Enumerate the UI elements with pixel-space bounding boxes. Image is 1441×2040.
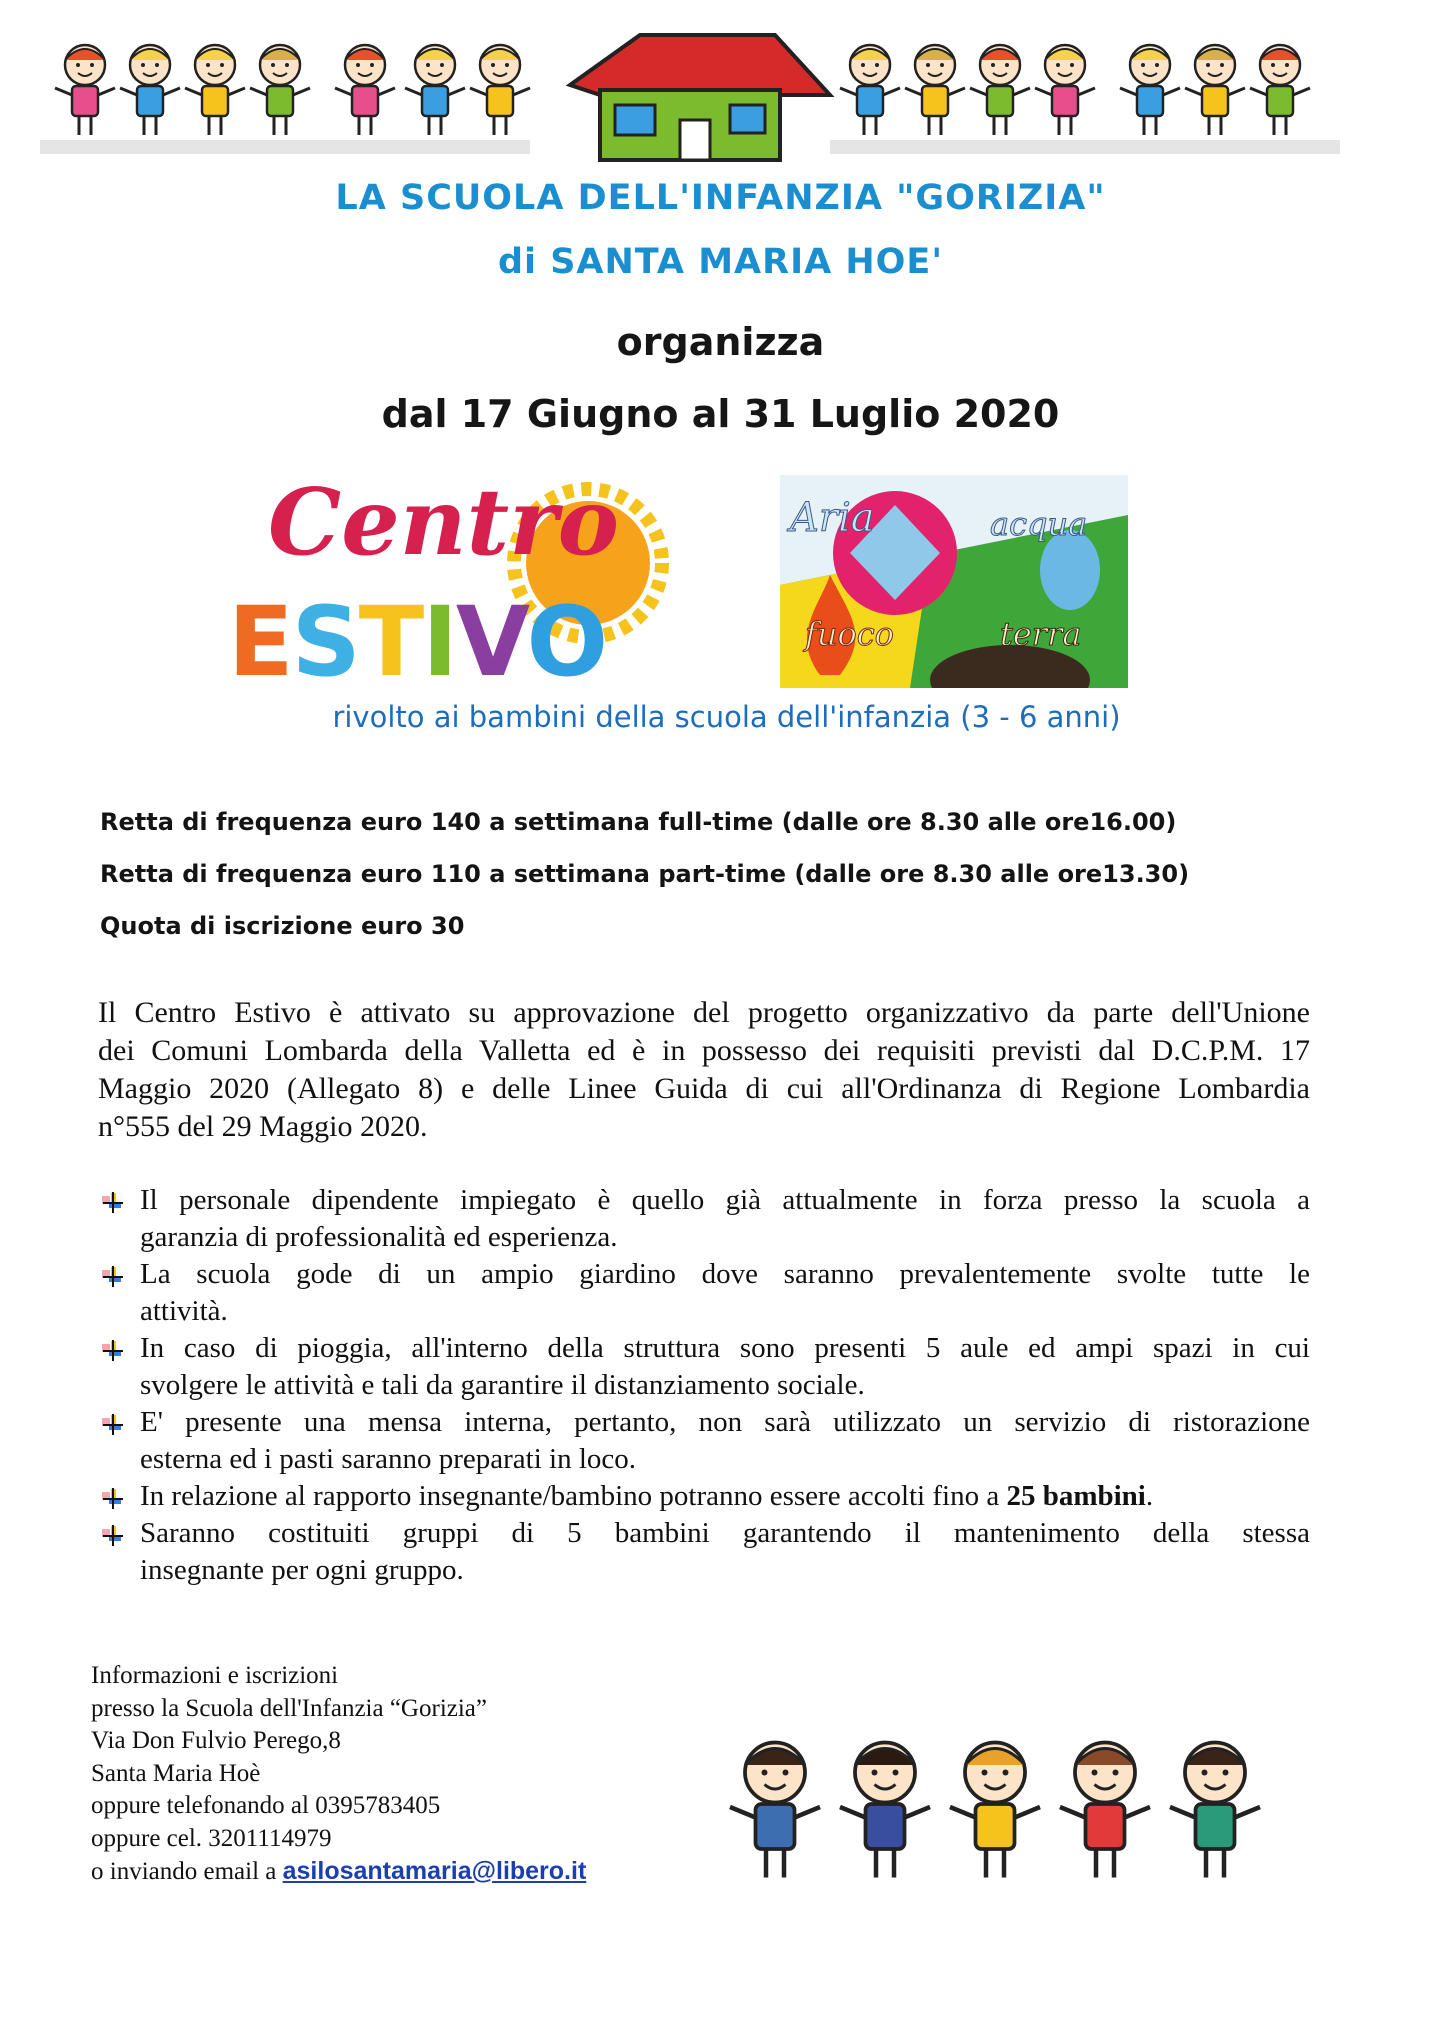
child-figure bbox=[1120, 45, 1180, 135]
child-figure bbox=[470, 45, 530, 135]
child-figure bbox=[1060, 1743, 1150, 1878]
contact-town: Santa Maria Hoè bbox=[91, 1759, 261, 1787]
child-figure bbox=[185, 45, 245, 135]
fee-fulltime: Retta di frequenza euro 140 a settimana full-time (dalle ore 8.30 alle ore16.00) bbox=[100, 808, 1177, 836]
estivo-text bbox=[228, 586, 606, 698]
list-item-line: La scuola gode di un ampio giardino dove saranno prevalentemente svolte tutte le bbox=[140, 1258, 1310, 1290]
bullet-icon bbox=[100, 1523, 124, 1547]
paragraph-line: n°555 del 29 Maggio 2020. bbox=[98, 1110, 428, 1143]
estivo-letter: T bbox=[358, 586, 423, 698]
contact-address: Via Don Fulvio Perego,8 bbox=[91, 1727, 341, 1754]
list-item-line: attività. bbox=[140, 1295, 228, 1327]
audience-text: rivolto ai bambini della scuola dell'infanzia (3 - 6 anni) bbox=[332, 700, 1121, 734]
child-figure bbox=[840, 45, 900, 135]
aria-label: Aria bbox=[790, 495, 875, 541]
paragraph-line: Il Centro Estivo è attivato su approvazione del progetto organizzativo da parte dell'Unione bbox=[98, 996, 1310, 1029]
list-item bbox=[98, 1478, 1310, 1515]
acqua-label: acqua bbox=[990, 505, 1088, 543]
jumping-kids-illustration bbox=[715, 1725, 1275, 1900]
child-figure bbox=[905, 45, 965, 135]
child-figure bbox=[970, 45, 1030, 135]
child-figure bbox=[1250, 45, 1310, 135]
centro-estivo-logo bbox=[228, 468, 678, 698]
contact-line: presso la Scuola dell'Infanzia “Gorizia” bbox=[91, 1694, 487, 1722]
list-item-line bbox=[140, 1478, 1310, 1515]
list-item bbox=[98, 1182, 1310, 1256]
list-item-line: Il personale dipendente impiegato è quello già attualmente in forza presso la scuola a bbox=[140, 1184, 1310, 1216]
fuoco-label: fuoco bbox=[805, 615, 894, 653]
child-figure bbox=[840, 1743, 930, 1878]
four-elements-logo bbox=[780, 475, 1128, 688]
list-item-line: garanzia di professionalità ed esperienza. bbox=[140, 1221, 618, 1253]
contact-mobile: oppure cel. 3201114979 bbox=[91, 1824, 332, 1852]
house-icon bbox=[570, 35, 830, 160]
child-figure bbox=[1035, 45, 1095, 135]
list-item-line: In caso di pioggia, all'interno della struttura sono presenti 5 aule ed ampi spazi in cui bbox=[140, 1332, 1310, 1364]
fee-parttime: Retta di frequenza euro 110 a settimana part-time (dalle ore 8.30 alle ore13.30) bbox=[100, 860, 1190, 888]
bullet-icon bbox=[100, 1190, 124, 1214]
child-figure bbox=[405, 45, 465, 135]
kids-house-banner bbox=[40, 30, 1340, 165]
list-item bbox=[98, 1404, 1310, 1478]
organizza-heading: organizza bbox=[616, 320, 825, 364]
list-item bbox=[98, 1256, 1310, 1330]
paragraph-line: Maggio 2020 (Allegato 8) e delle Linee Guida di cui all'Ordinanza di Regione Lombardia bbox=[98, 1072, 1310, 1105]
school-location: di SANTA MARIA HOE' bbox=[497, 242, 944, 282]
email-prefix: o inviando email a bbox=[91, 1858, 283, 1885]
features-list bbox=[98, 1182, 1310, 1589]
centro-text: Centro bbox=[268, 468, 619, 576]
child-figure bbox=[730, 1743, 820, 1878]
list-item-line: Saranno costituiti gruppi di 5 bambini garantendo il mantenimento della stessa bbox=[140, 1517, 1310, 1549]
list-item-line: esterna ed i pasti saranno preparati in loco. bbox=[140, 1443, 637, 1475]
contact-phone: oppure telefonando al 0395783405 bbox=[91, 1792, 441, 1819]
list-item-end: . bbox=[1145, 1480, 1154, 1512]
contact-line: Informazioni e iscrizioni bbox=[91, 1662, 339, 1689]
list-item-line: svolgere le attività e tali da garantire il distanziamento sociale. bbox=[140, 1369, 865, 1401]
max-children: 25 bambini bbox=[1006, 1480, 1146, 1512]
approval-paragraph bbox=[98, 994, 1310, 1146]
email-link[interactable]: asilosantamaria@libero.it bbox=[282, 1857, 587, 1885]
child-figure bbox=[1185, 45, 1245, 135]
child-figure bbox=[250, 45, 310, 135]
list-item-text: In relazione al rapporto insegnante/bambino potranno essere accolti fino a bbox=[140, 1480, 1007, 1512]
estivo-letter: E bbox=[228, 586, 292, 698]
bullet-icon bbox=[100, 1486, 124, 1510]
estivo-letter: V bbox=[455, 586, 527, 698]
list-item-line: E' presente una mensa interna, pertanto, non sarà utilizzato un servizio di ristorazione bbox=[140, 1406, 1310, 1438]
child-figure bbox=[120, 45, 180, 135]
child-figure bbox=[55, 45, 115, 135]
estivo-letter: I bbox=[422, 586, 456, 698]
terra-label: terra bbox=[1000, 615, 1082, 653]
paragraph-line: dei Comuni Lombarda della Valletta ed è in possesso dei requisiti previsti dal D.C.P.M. 17 bbox=[98, 1034, 1310, 1067]
list-item bbox=[98, 1515, 1310, 1589]
dates-heading: dal 17 Giugno al 31 Luglio 2020 bbox=[381, 392, 1060, 436]
list-item bbox=[98, 1330, 1310, 1404]
estivo-letter: O bbox=[526, 586, 607, 698]
contact-info bbox=[91, 1660, 586, 1889]
school-title: LA SCUOLA DELL'INFANZIA "GORIZIA" bbox=[335, 178, 1106, 218]
child-figure bbox=[950, 1743, 1040, 1878]
child-figure bbox=[335, 45, 395, 135]
list-item-line: insegnante per ogni gruppo. bbox=[140, 1554, 464, 1586]
bullet-icon bbox=[100, 1412, 124, 1436]
registration-fee: Quota di iscrizione euro 30 bbox=[100, 912, 465, 940]
bullet-icon bbox=[100, 1338, 124, 1362]
bullet-icon bbox=[100, 1264, 124, 1288]
estivo-letter: S bbox=[291, 586, 359, 698]
child-figure bbox=[1170, 1743, 1260, 1878]
